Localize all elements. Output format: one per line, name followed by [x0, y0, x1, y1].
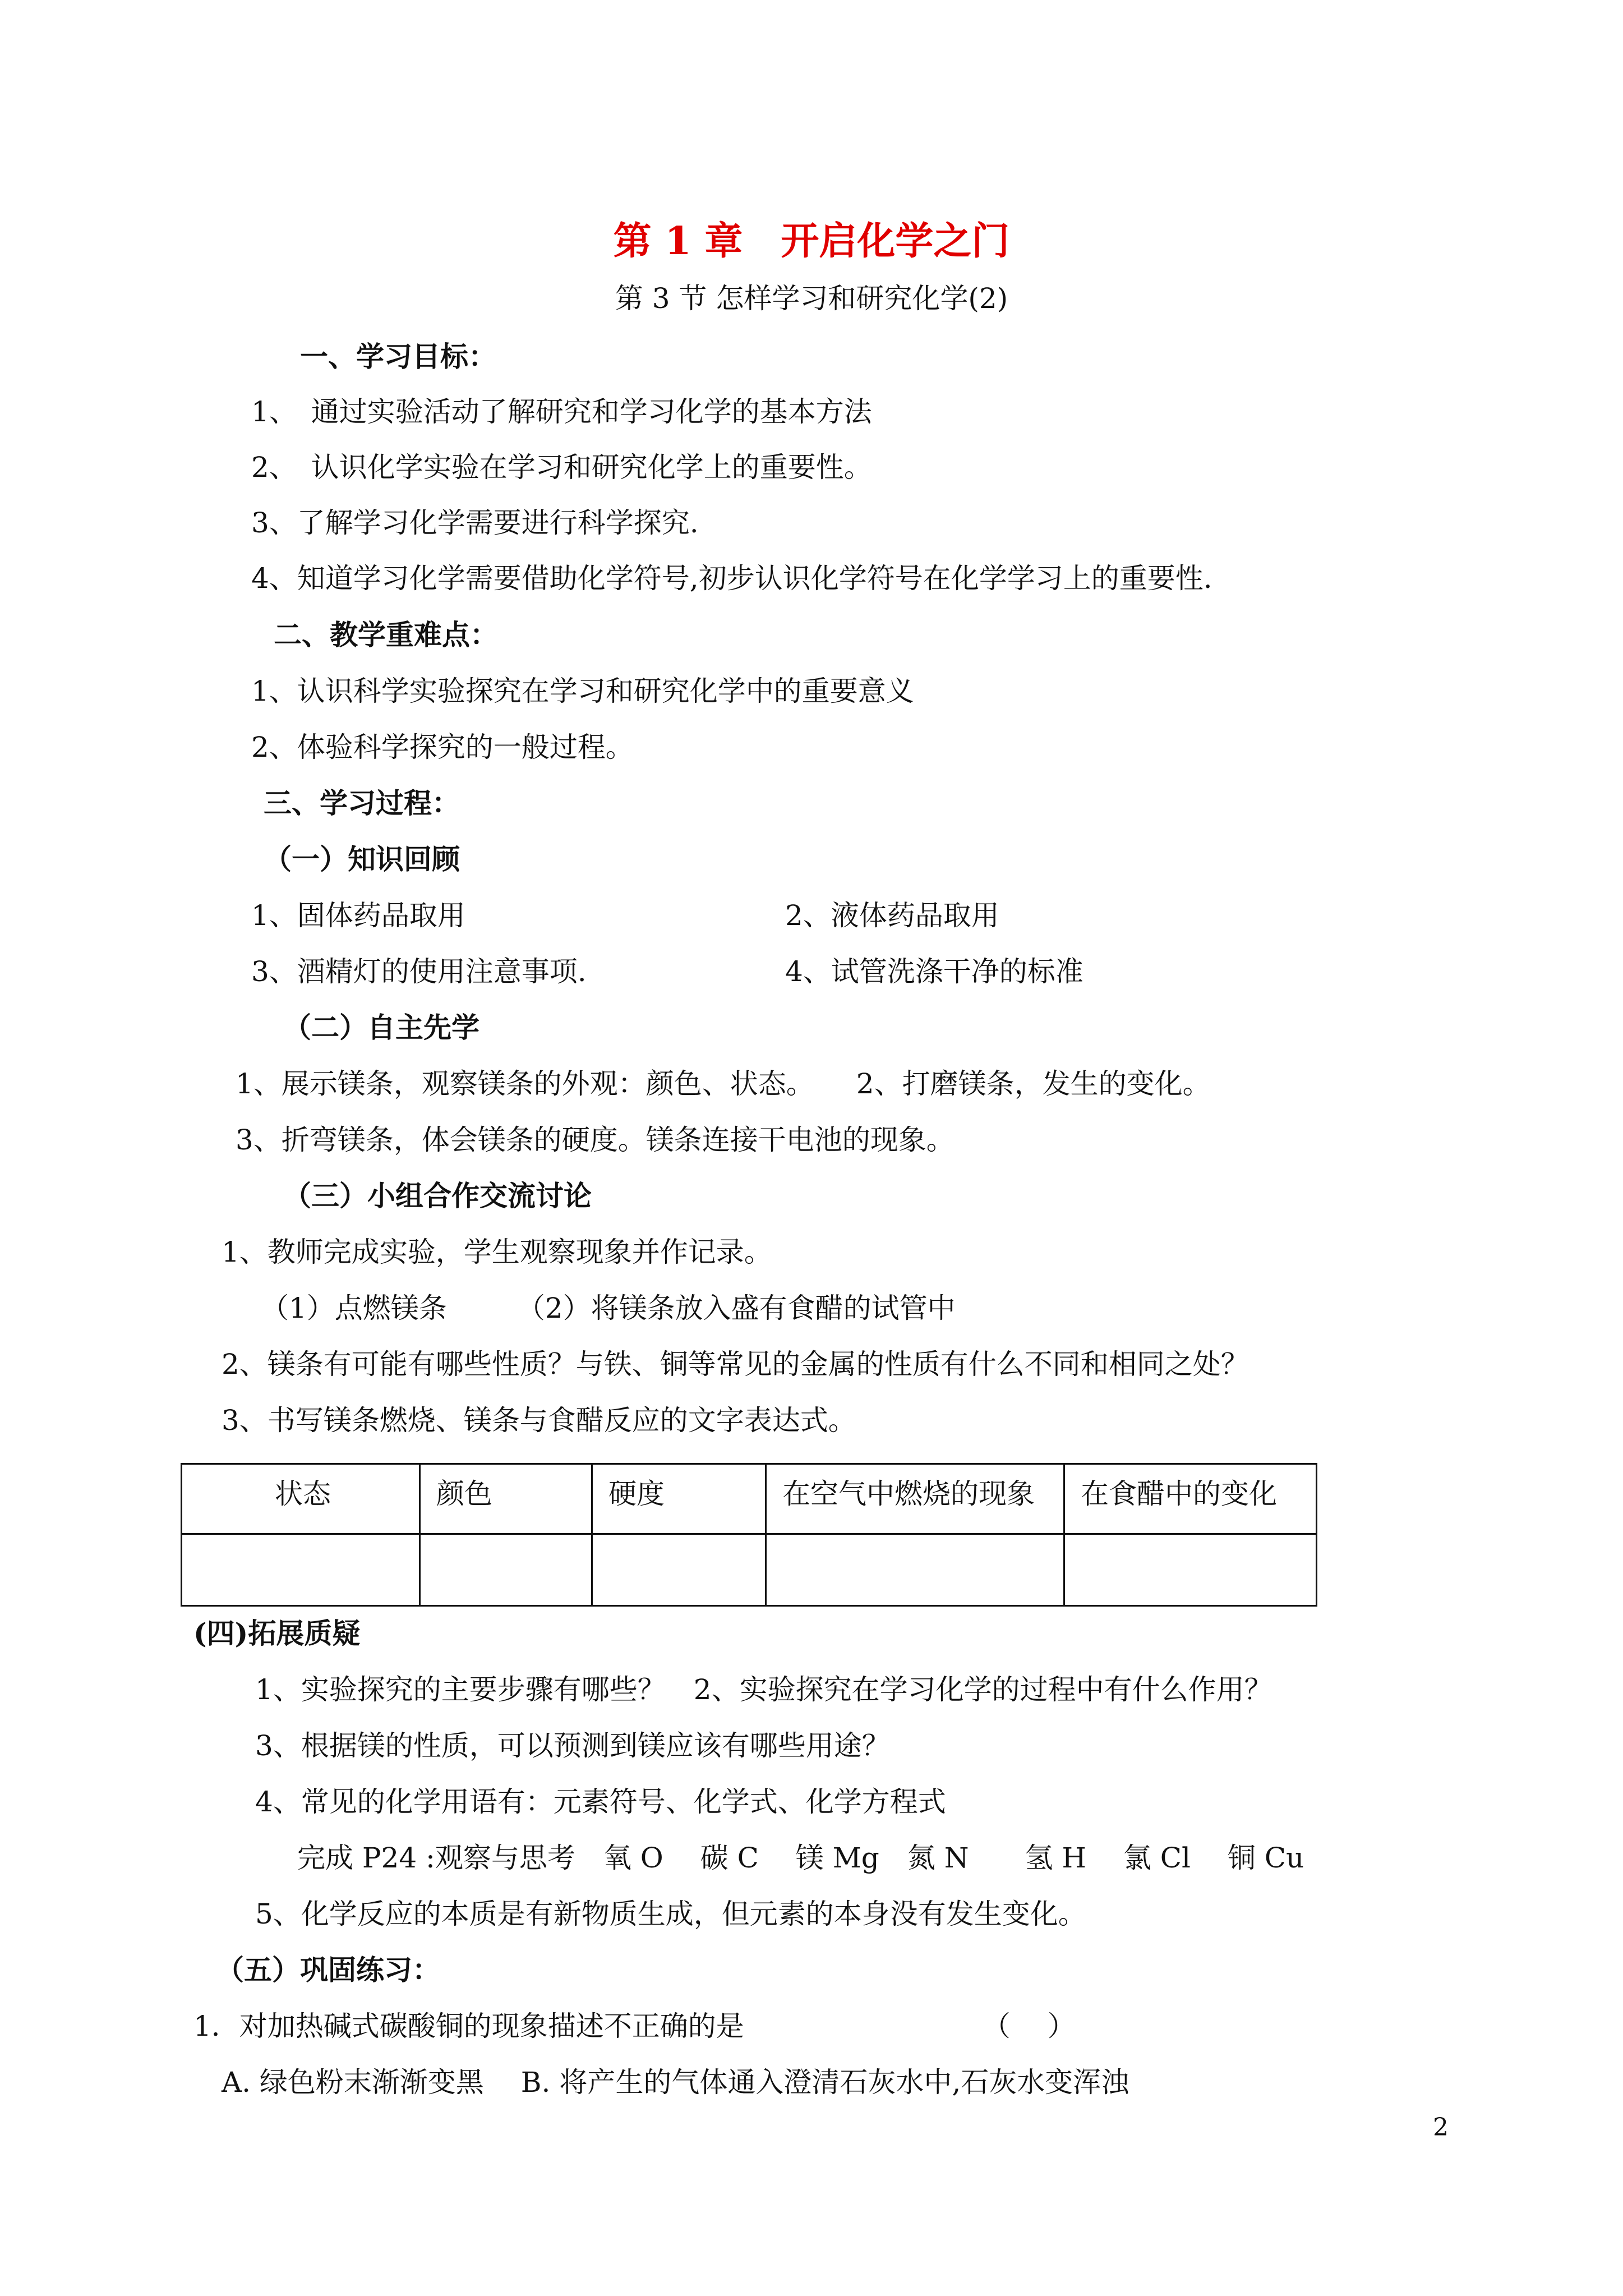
objective-item: 3、了解学习化学需要进行科学探究.	[251, 507, 699, 539]
heading-objectives: 一、学习目标：	[300, 340, 496, 373]
key-point-item: 2、体验科学探究的一般过程。	[251, 731, 634, 763]
section-title: 第 3 节 怎样学习和研究化学(2)	[615, 282, 1008, 315]
table-row	[182, 1534, 1317, 1606]
self-study-item: 3、折弯镁条，体会镁条的硬度。镁条连接干电池的现象。	[236, 1124, 955, 1156]
table-header-row	[182, 1464, 1317, 1534]
heading-review: （一）知识回顾	[264, 843, 460, 876]
objective-item: 1、 通过实验活动了解研究和学习化学的基本方法	[251, 395, 872, 428]
key-point-item: 1、认识科学实验探究在学习和研究化学中的重要意义	[251, 675, 914, 707]
heading-self-study: （二）自主先学	[283, 1011, 479, 1044]
review-item: 3、酒精灯的使用注意事项.	[251, 955, 587, 988]
chapter-title: 第 1 章 开启化学之门	[613, 219, 1010, 264]
discussion-item: 1、教师完成实验，学生观察现象并作记录。	[222, 1236, 772, 1268]
extension-item: 5、化学反应的本质是有新物质生成，但元素的本身没有发生变化。	[255, 1898, 1086, 1930]
objective-item: 4、知道学习化学需要借助化学符号,初步认识化学符号在化学学习上的重要性.	[251, 562, 1212, 595]
extension-item: 完成 P24 :观察与思考 氧 O 碳 C 镁 Mg 氮 N 氢 H 氯 Cl 铜 Cu	[297, 1842, 1304, 1874]
discussion-item: （1）点燃镁条 （2）将镁条放入盛有食醋的试管中	[261, 1292, 956, 1324]
table-header-cell: 状态	[182, 1464, 420, 1534]
heading-group-discussion: （三）小组合作交流讨论	[283, 1179, 592, 1212]
heading-key-points: 二、教学重难点：	[274, 618, 498, 651]
table-header-cell: 硬度	[592, 1464, 766, 1534]
page-number: 2	[1433, 2113, 1449, 2142]
heading-process: 三、学习过程：	[264, 786, 460, 820]
discussion-item: 2、镁条有可能有哪些性质？与铁、铜等常见的金属的性质有什么不同和相同之处？	[222, 1348, 1249, 1381]
extension-item: 3、根据镁的性质，可以预测到镁应该有哪些用途？	[255, 1729, 890, 1762]
heading-extension: (四)拓展质疑	[193, 1617, 361, 1650]
table-header-cell: 颜色	[420, 1464, 592, 1534]
objective-item: 2、 认识化学实验在学习和研究化学上的重要性。	[251, 451, 872, 484]
review-item: 2、液体药品取用	[785, 899, 999, 932]
heading-practice: （五）巩固练习：	[216, 1953, 440, 1986]
question-stem: 1．对加热碱式碳酸铜的现象描述不正确的是 （ ）	[193, 2010, 1076, 2042]
table-cell	[182, 1534, 420, 1606]
review-item: 4、试管洗涤干净的标准	[785, 955, 1083, 988]
table-cell	[766, 1534, 1064, 1606]
table-cell	[420, 1534, 592, 1606]
self-study-item: 1、展示镁条，观察镁条的外观：颜色、状态。 2、打磨镁条，发生的变化。	[236, 1068, 1211, 1100]
extension-item: 4、常见的化学用语有：元素符号、化学式、化学方程式	[255, 1786, 946, 1818]
table-cell	[592, 1534, 766, 1606]
table-cell	[1064, 1534, 1317, 1606]
table-header-cell: 在食醋中的变化	[1064, 1464, 1317, 1534]
question-options: A. 绿色粉末渐渐变黑 B. 将产生的气体通入澄清石灰水中,石灰水变浑浊	[222, 2066, 1129, 2099]
table-header-cell: 在空气中燃烧的现象	[766, 1464, 1064, 1534]
discussion-item: 3、书写镁条燃烧、镁条与食醋反应的文字表达式。	[222, 1404, 856, 1437]
extension-item: 1、实验探究的主要步骤有哪些？ 2、实验探究在学习化学的过程中有什么作用？	[255, 1673, 1272, 1706]
observation-table	[181, 1463, 1317, 1607]
review-item: 1、固体药品取用	[251, 899, 465, 932]
